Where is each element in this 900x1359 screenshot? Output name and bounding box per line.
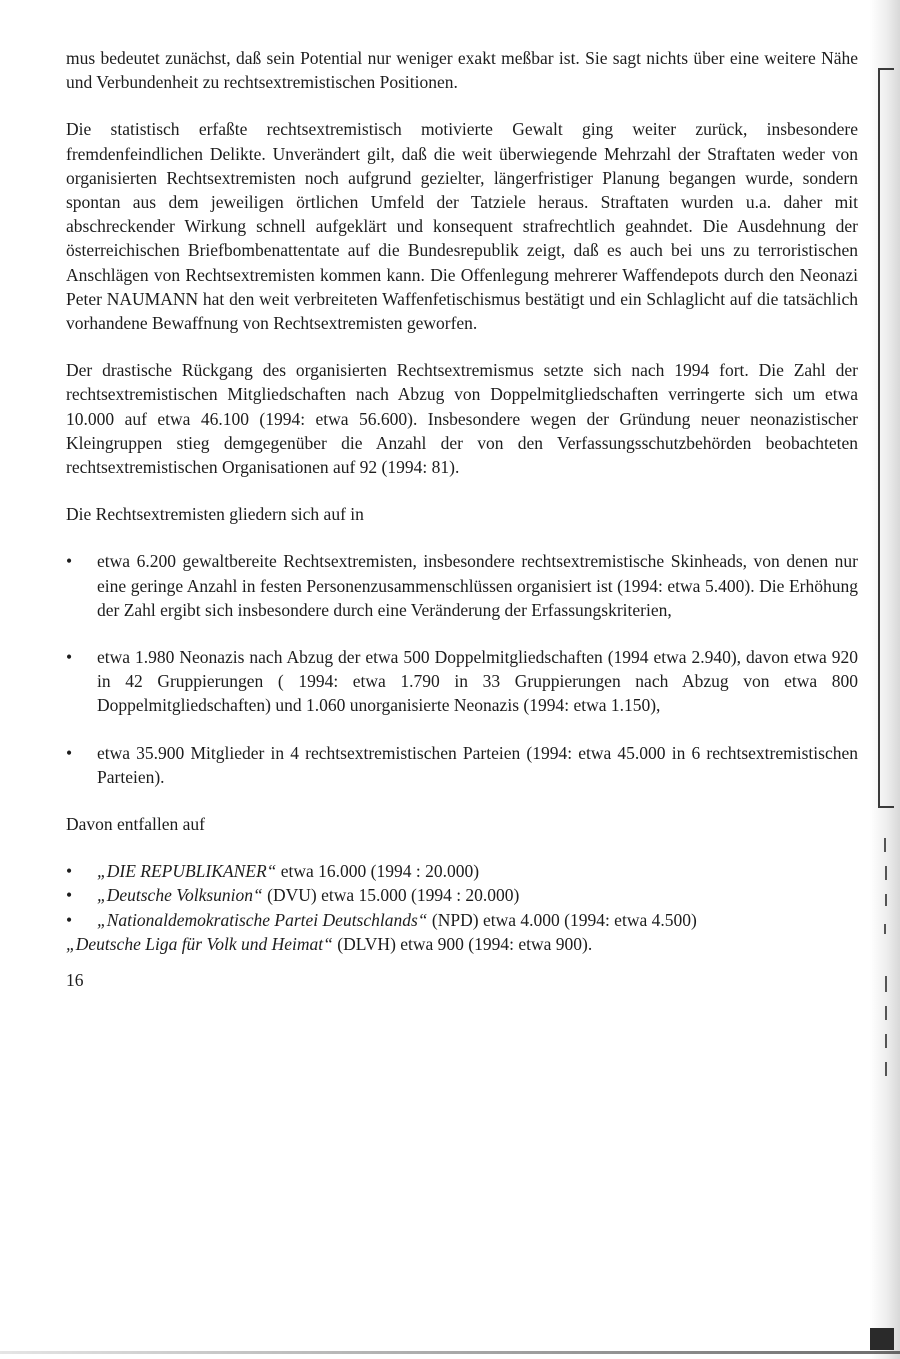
list-item — [66, 549, 858, 622]
party-details: (DVU) etwa 15.000 (1994 : 20.000) — [262, 885, 520, 906]
margin-tick — [884, 924, 886, 934]
margin-tick — [885, 1006, 887, 1020]
paragraph-structure-intro: Die Rechtsextremisten gliedern sich auf in — [66, 504, 364, 525]
party-name: „Nationaldemokratische Partei Deutschlands“ — [97, 909, 428, 930]
party-item — [66, 908, 858, 932]
paragraph-intro: mus bedeutet zunächst, daß sein Potential nur weniger exakt meßbar ist. Sie sagt nichts über eine weitere Nähe und Verbundenheit zu rechtsextremistischen Positionen. — [66, 48, 858, 93]
bullet-icon: • — [66, 885, 73, 906]
bullet-icon: • — [66, 861, 73, 882]
document-page — [66, 46, 858, 992]
page-number: 16 — [66, 970, 84, 991]
list-item — [66, 741, 858, 789]
corner-scan-mark — [870, 1328, 894, 1350]
extremist-categories-list — [66, 549, 858, 789]
bullet-icon: • — [66, 647, 73, 668]
list-item — [66, 645, 858, 718]
margin-tick — [885, 866, 887, 880]
party-name: „DIE REPUBLIKANER“ — [97, 861, 277, 882]
bullet-icon: • — [66, 909, 73, 930]
bottom-scan-rule — [0, 1351, 900, 1354]
bullet-icon: • — [66, 742, 73, 763]
margin-bracket — [878, 68, 894, 808]
party-item — [66, 859, 858, 883]
bullet-icon: • — [66, 551, 73, 572]
margin-tick — [885, 1034, 887, 1048]
party-membership-list — [66, 859, 858, 932]
margin-tick — [885, 1062, 887, 1076]
party-details: (DLVH) etwa 900 (1994: etwa 900). — [332, 933, 593, 954]
paragraph-davon: Davon entfallen auf — [66, 814, 205, 835]
list-item-text: etwa 1.980 Neonazis nach Abzug der etwa 500 Doppelmitgliedschaften (1994 etwa 2.940), davon etwa 920 in 42 Gruppierungen ( 1994: etwa 1.790 in 33 Gruppierungen nach Abzug von etwa 800 Doppelmitgliedschaften) und 1.060 unorganisierte Neonazis (1994: etwa 1.150), — [97, 647, 858, 716]
party-details: (NPD) etwa 4.000 (1994: etwa 4.500) — [427, 909, 697, 930]
margin-tick — [885, 976, 887, 992]
paragraph-decline: Der drastische Rückgang des organisierten Rechtsextremismus setzte sich nach 1994 fort. Die Zahl der rechtsextremistischen Mitgliedschaften nach Abzug von Doppelmitgliedschaften verringerte sich um etwa 10.000 auf etwa 46.100 (1994: etwa 56.600). Insbesondere wegen der Gründung neuer neonazistischer Kleingruppen stieg demgegenüber die Anzahl der von den Verfassungsschutzbehörden beobachteten rechtsextremistischen Organisationen auf 92 (1994: 81). — [66, 360, 858, 478]
party-item — [66, 883, 858, 907]
list-item-text: etwa 35.900 Mitglieder in 4 rechtsextremistischen Parteien (1994: etwa 45.000 in 6 rechtsextremistischen Parteien). — [97, 742, 858, 787]
party-details: etwa 16.000 (1994 : 20.000) — [276, 861, 480, 882]
party-item-dlvh — [66, 932, 858, 956]
margin-tick — [884, 838, 886, 852]
party-name: „Deutsche Liga für Volk und Heimat“ — [66, 933, 333, 954]
paragraph-violence: Die statistisch erfaßte rechtsextremistisch motivierte Gewalt ging weiter zurück, insbesondere fremdenfeindlichen Delikte. Unverändert gilt, daß die weit überwiegende Mehrzahl der Straftaten weder von organisierten Rechtsextremisten noch aufgrund gezielter, längerfristiger Planung begangen wurde, sondern spontan aus dem jeweiligen örtlichen Umfeld der Tatziele heraus. Straftaten wurden u.a. daher mit abschreckender Wirkung schnell aufgeklärt und konsequent strafrechtlich geahndet. Die Ausdehnung der österreichischen Briefbombenattentate auf die Bundesrepublik zeigt, daß es auch bei uns zu terroristischen Anschlägen von Rechtsextremisten kommen kann. Die Offenlegung mehrerer Waffendepots durch den Neonazi Peter NAUMANN hat den weit verbreiteten Waffenfetischismus bestätigt und ein Schlaglicht auf die tatsächlich vorhandene Bewaffnung von Rechtsextremisten geworfen. — [66, 119, 858, 334]
list-item-text: etwa 6.200 gewaltbereite Rechtsextremisten, insbesondere rechtsextremistische Skinheads, von denen nur eine geringe Anzahl in festen Personenzusammenschlüssen organisiert ist (1994: etwa 5.400). Die Erhöhung der Zahl ergibt sich insbesondere durch eine Veränderung der Erfassungskriterien, — [97, 551, 858, 620]
party-name: „Deutsche Volksunion“ — [97, 885, 263, 906]
margin-tick — [885, 894, 887, 906]
